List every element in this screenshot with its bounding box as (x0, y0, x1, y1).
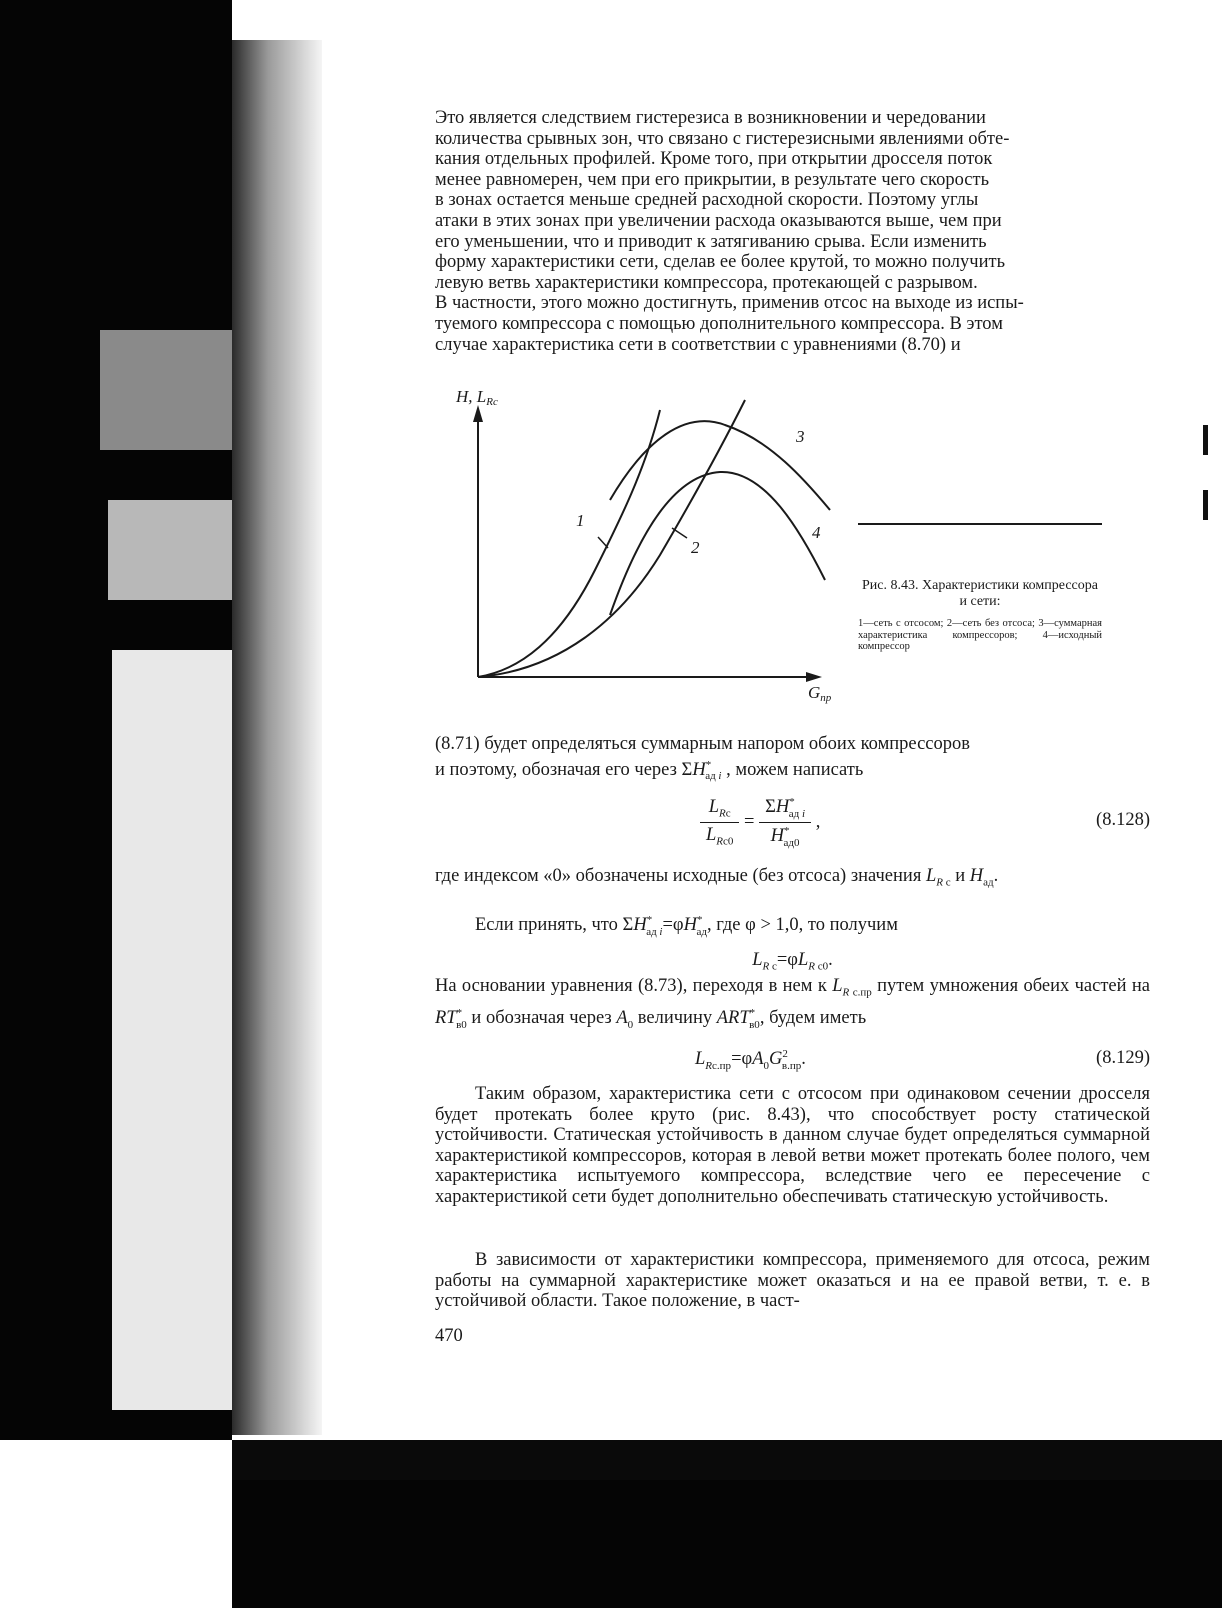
curve-1 (478, 410, 660, 677)
math-sum-h: $\Sigma H^*_{ад i}$ (681, 758, 722, 783)
x-axis-label: Gпр (808, 683, 832, 704)
y-axis-label: H, LRc (456, 387, 498, 408)
scan-edge-strip (100, 330, 232, 450)
text-line: количества срывных зон, что связано с гистерезисными явлениями обте- (435, 128, 1010, 149)
text-line: левую ветвь характеристики компрессора, протекающей с разрывом. (435, 272, 978, 293)
paragraph-thus: Таким образом, характеристика сети с отсосом при одинаковом сечении дросселя будет протекать более круто (рис. 8.43), что способствует росту статической устойчивости. Статическая устойчивость в данном случае будет определяться суммарной характеристикой компрессоров, которая в левой ветви может протекать более полого, чем характеристика испытуемого компрессора, вследствие чего ее пересечение с характеристикой сети будет дополнительно обеспечивать статическую устойчивость. (435, 1084, 1150, 1207)
equation-inline: $L_{R c}=\varphi L_{R c0}$. (752, 950, 833, 974)
text-line: в зонах остается меньше средней расходной скорости. Поэтому углы (435, 190, 979, 211)
text-line: Это является следствием гистерезиса в возникновении и чередовании (435, 108, 986, 128)
curve-4 (610, 472, 825, 615)
equation-body: $L_{Rс.пр}=\varphi A_0G^2_{в.пр}$. (695, 1048, 806, 1072)
paragraph-assume: Если принять, что $\Sigma H^*_{ад i}=\varphi H^*_{ад}$, где φ > 1,0, то получим $L_{R c}=\varphi L_{R c0}$. (435, 910, 1150, 978)
leader-line (598, 537, 608, 548)
text-line: его уменьшении, что и приводит к затягиванию срыва. Если изменить (435, 231, 987, 252)
scan-edge-strip (108, 500, 232, 600)
text-line: кания отдельных профилей. Кроме того, при открытии дросселя поток (435, 149, 993, 170)
equation-8-128 (435, 796, 1150, 852)
scan-edge-strip (232, 0, 412, 40)
text-line: (8.71) будет определяться суммарным напором обоих компрессоров (435, 734, 971, 754)
paragraph-based-on: На основании уравнения (8.73), переходя в нем к $L_{R с.пр}$ путем умножения обеих частей на $RT^*_{в0}$ и обозначая через $A_0$ величину $ART^*_{в0}$, будем иметь (435, 976, 1150, 1032)
text-line: туемого компрессора с помощью дополнительного компрессора. В этом (435, 313, 1003, 334)
paragraph-continuation (435, 734, 1150, 787)
text-line: В частности, этого можно достигнуть, применив отсос на выходе из испы- (435, 293, 1024, 314)
text-line: менее равномерен, чем при его прикрытии, в результате чего скорость (435, 169, 990, 190)
text-line: случае характеристика сети в соответствии с уравнениями (8.70) и (435, 334, 961, 355)
text-line: форму характеристики сети, сделав ее более крутой, то можно получить (435, 252, 1006, 273)
scan-margin-mark (1203, 490, 1208, 520)
paragraph-where: где индексом «0» обозначены исходные (без отсоса) значения $L_{R c}$ и $H_{ад}$. (435, 866, 999, 889)
paragraph-intro (435, 108, 1150, 355)
curve-label-3: 3 (796, 427, 805, 446)
curve-label-4: 4 (812, 523, 821, 542)
equation-number: (8.128) (1096, 810, 1150, 830)
figure-legend: 1—сеть с отсосом; 2—сеть без отсоса; 3—суммарная характеристика компрессоров; 4—исходный компрессор (858, 618, 1102, 652)
text-line: и поэтому, обозначая его через $\Sigma H^*_{ад i}$ , можем написать (435, 758, 864, 783)
curve-label-2: 2 (691, 538, 700, 557)
scan-bottom-shadow (0, 1440, 232, 1608)
curve-label-1: 1 (576, 511, 585, 530)
x-axis-arrow (806, 672, 822, 682)
y-axis-arrow (473, 405, 483, 422)
figure-caption: Рис. 8.43. Характеристики компрессора и сети: (862, 578, 1098, 609)
figure-8-43 (440, 380, 860, 710)
scan-bottom-shadow (232, 1480, 1222, 1608)
equation-number: (8.129) (1096, 1048, 1150, 1068)
caption-rule (858, 523, 1102, 525)
page-number: 470 (435, 1326, 463, 1346)
equation-body: $\frac{L_{Rc}}{L_{Rc0}}$ = $\frac{\Sigma H^*_{ад i}}{H^*_{ад0}}$ , (700, 796, 820, 849)
text-line: атаки в этих зонах при увеличении расхода оказываются выше, чем при (435, 210, 1002, 231)
scan-edge-strip (232, 35, 322, 1435)
scan-edge-strip (112, 650, 232, 1410)
paragraph-depending: В зависимости от характеристики компрессора, применяемого для отсоса, режим работы на суммарной характеристике может оказаться и на ее правой ветви, т. е. в устойчивой области. Такое положение, в част- (435, 1250, 1150, 1312)
scan-margin-mark (1203, 425, 1208, 455)
leader-line (672, 528, 687, 538)
equation-8-129 (435, 1048, 1150, 1074)
